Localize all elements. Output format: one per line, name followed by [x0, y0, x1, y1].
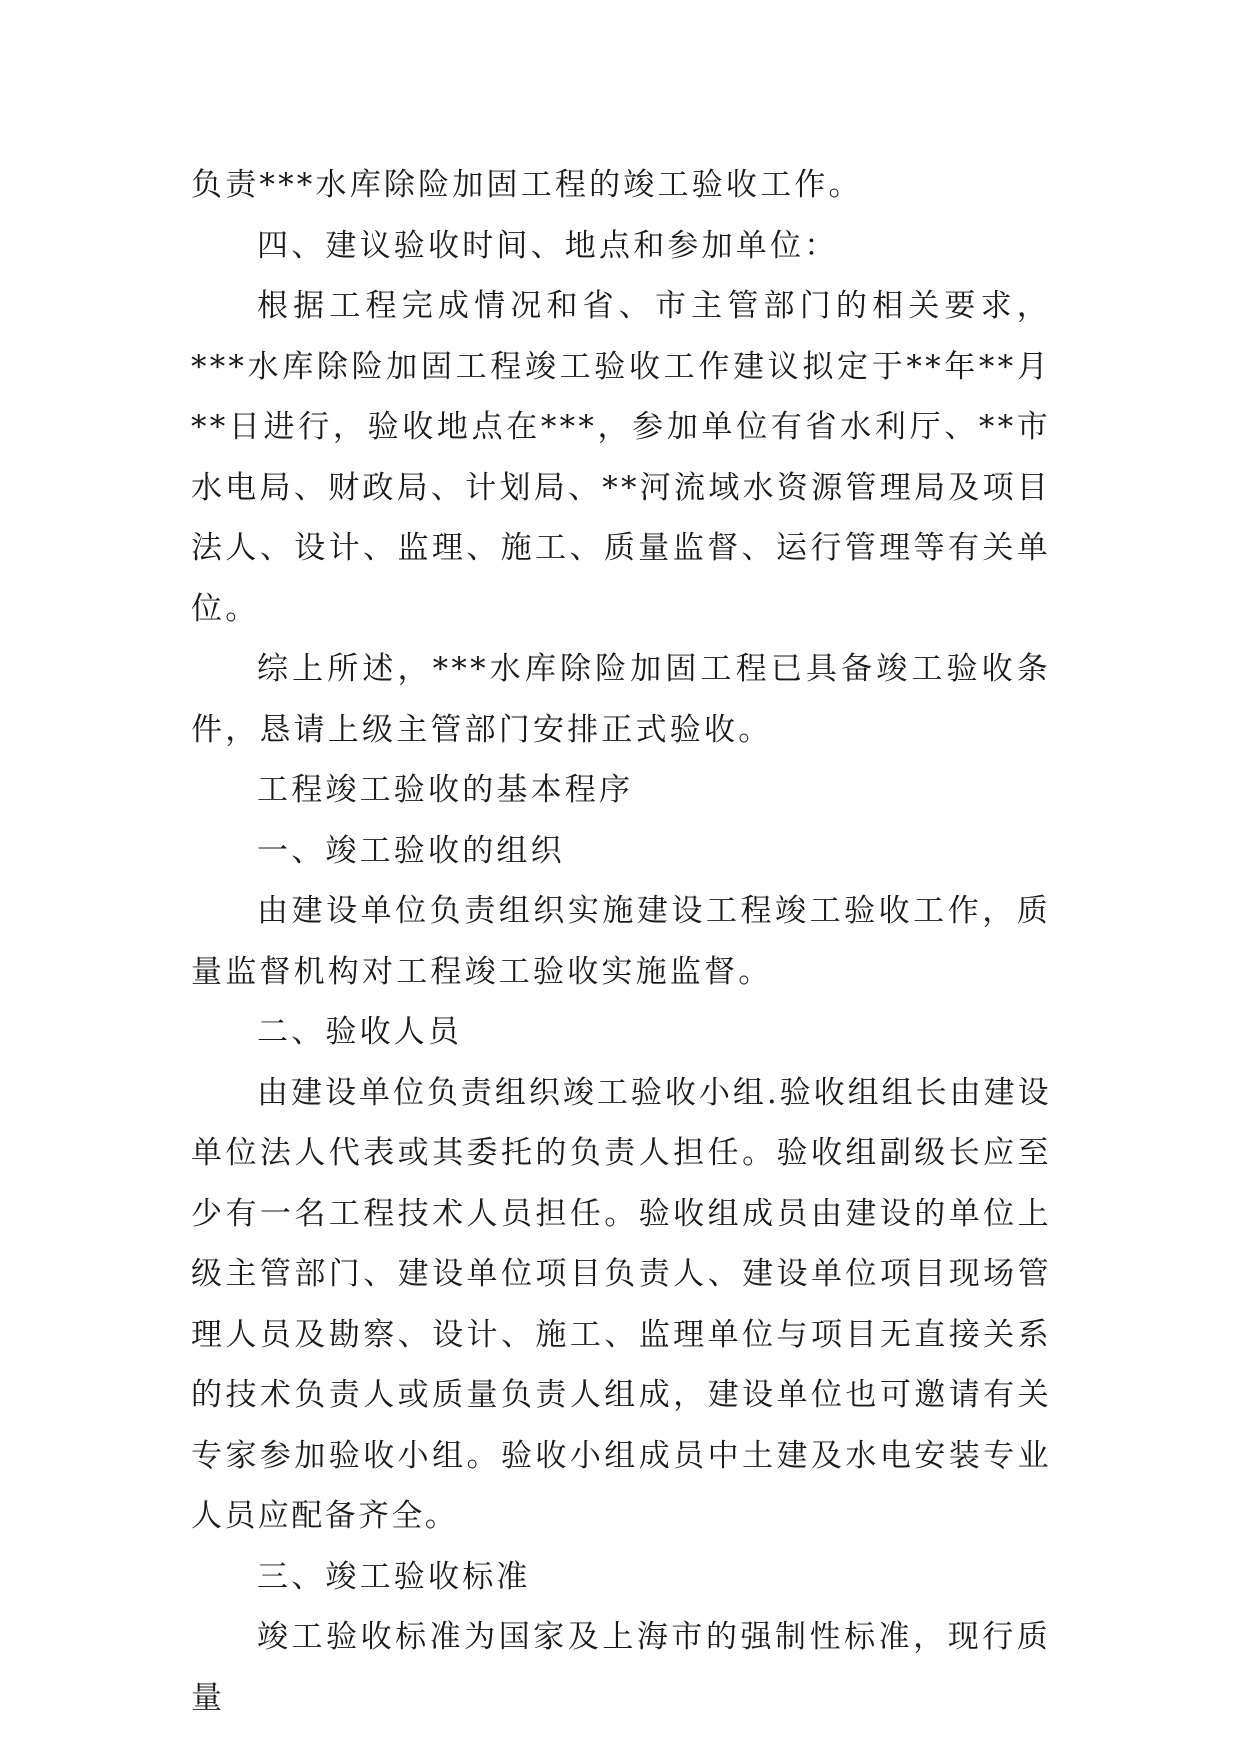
document-subtitle: 工程竣工验收的基本程序 [257, 772, 634, 808]
paragraph-personnel: 由建设单位负责组织竣工验收小组.验收组组长由建设单位法人代表或其委托的负责人担任。验收组副级长应至少有一名工程技术人员担任。验收组成员由建设的单位上级主管部门、建设单位项目负责人、建设单位项目现场管理人员及勘察、设计、施工、监理单位与项目无直接关系的技术负责人或质量负责人组成，建设单位也可邀请有关专家参加验收小组。验收小组成员中土建及水电安装专业人员应配备齐全。 [191, 1074, 1051, 1534]
paragraph-organization: 由建设单位负责组织实施建设工程竣工验收工作，质量监督机构对工程竣工验收实施监督。 [191, 893, 1051, 990]
paragraph-continuation: 负责***水库除险加固工程的竣工验收工作。 [191, 167, 863, 203]
paragraph-standards: 竣工验收标准为国家及上海市的强制性标准，现行质量 [191, 1619, 1051, 1716]
paragraph-acceptance-schedule: 根据工程完成情况和省、市主管部门的相关要求，***水库除险加固工程竣工验收工作建议拟定于**年**月**日进行，验收地点在***，参加单位有省水利厅、**市水电局、财政局、计划局、**河流域水资源管理局及项目法人、设计、监理、施工、质量监督、运行管理等有关单位。 [191, 288, 1051, 627]
section-heading-3: 三、竣工验收标准 [257, 1558, 531, 1595]
section-heading-1: 一、竣工验收的组织 [257, 832, 565, 869]
document-body [191, 155, 1051, 1728]
section-heading-2: 二、验收人员 [257, 1014, 463, 1050]
paragraph-summary: 综上所述，***水库除险加固工程已具备竣工验收条件，恳请上级主管部门安排正式验收。 [191, 651, 1051, 748]
section-heading-4: 四、建议验收时间、地点和参加单位： [257, 227, 839, 264]
